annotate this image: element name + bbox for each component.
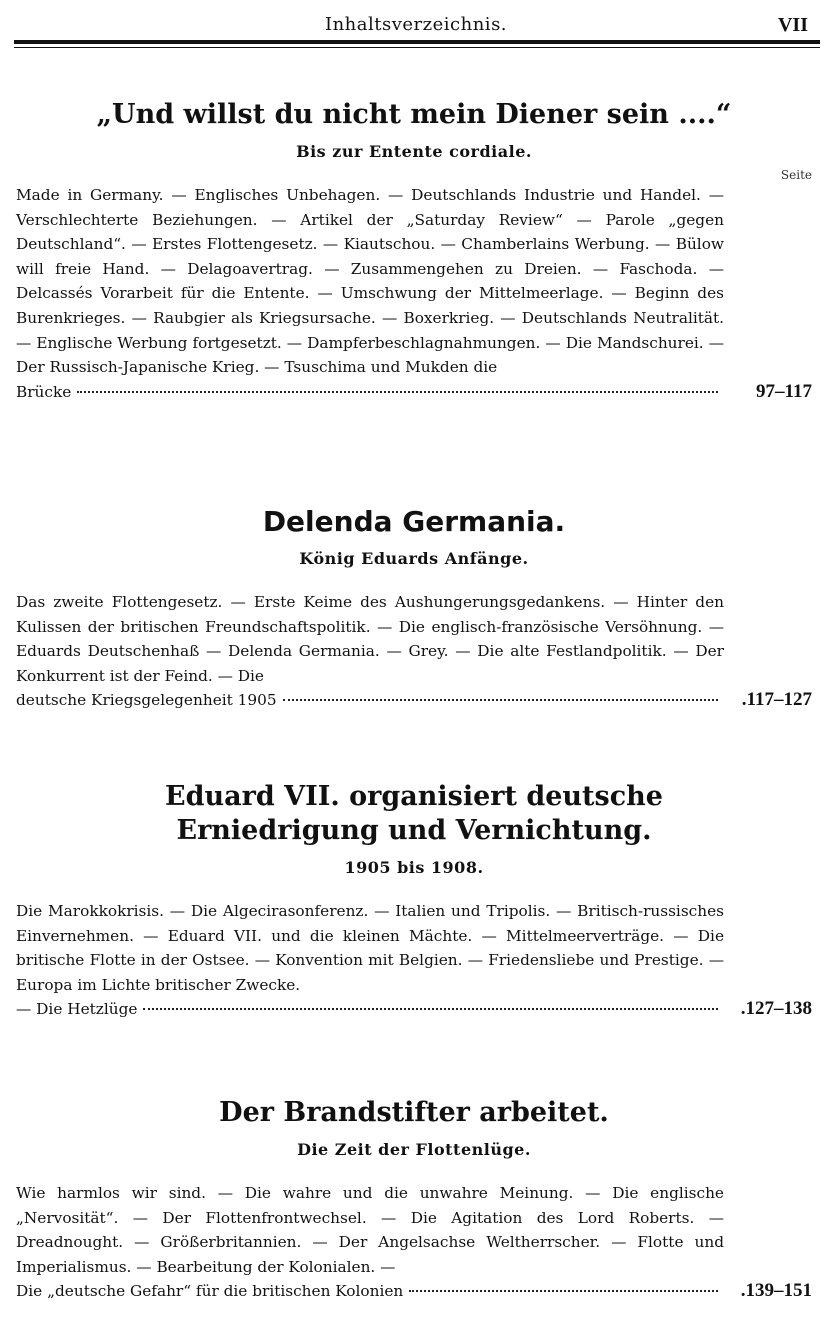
page-range: .117–127 — [741, 689, 812, 711]
section-last-line: Die „deutsche Gefahr“ für die britischen Kolonien — [16, 1282, 404, 1301]
section-subtitle: 1905 bis 1908. — [344, 858, 484, 877]
dot-leader — [409, 1290, 718, 1292]
section-title: Delenda Germania. — [262, 505, 566, 538]
toc-section-1 — [16, 98, 812, 404]
dot-leader — [143, 1008, 718, 1010]
page-range: .139–151 — [740, 1280, 812, 1302]
section-subtitle: König Eduards Anfänge. — [299, 549, 529, 568]
section-text: Wie harmlos wir sind. — Die wahre und die unwahre Meinung. — Die englische „Nervosität“. — Der Flottenfrontwechsel. — Die Agitation des Lord Roberts. — Dreadnought. — Größerbritannien. — Der Angelsachse Weltherrscher. — Flotte und Imperialismus. — Bearbeitung der Kolonialen. — — [16, 1184, 724, 1276]
section-title: „Und willst du nicht mein Diener sein ....“ — [96, 99, 732, 130]
section-last-line: — Die Hetzlüge — [16, 1000, 138, 1019]
toc-section-4 — [16, 1096, 812, 1304]
section-body — [16, 590, 812, 713]
section-body — [16, 899, 812, 1022]
section-title: Der Brandstifter arbeitet. — [219, 1097, 609, 1128]
toc-section-2 — [16, 505, 812, 713]
seite-label: Seite — [780, 168, 812, 182]
toc-section-3 — [16, 780, 812, 1022]
section-text: Made in Germany. — Englisches Unbehagen. — Deutschlands Industrie und Handel. — Verschlechterte Beziehungen. — Artikel der „Saturday Review“ — Parole „gegen Deutschland“. — Erstes Flottengesetz. — Kiautschou. — Chamberlains Werbung. — Bülow will freie Hand. — Delagoavertrag. — Zusammengehen zu Dreien. — Faschoda. — Delcassés Vorarbeit für die Entente. — Umschwung der Mittelmeerlage. — Beginn des Burenkrieges. — Raubgier als Kriegsursache. — Boxerkrieg. — Deutschlands Neutralität. — Englische Werbung fortgesetzt. — Dampferbeschlagnahmungen. — Die Mandschurei. — Der Russisch-Japanische Krieg. — Tsuschima und Mukden die — [16, 186, 724, 377]
page-number: VII — [777, 14, 808, 36]
dot-leader — [283, 699, 718, 701]
section-subtitle: Die Zeit der Flottenlüge. — [297, 1140, 531, 1159]
running-head — [16, 14, 816, 38]
page-range: 97–117 — [756, 380, 812, 402]
section-body — [16, 1181, 812, 1304]
section-last-line: deutsche Kriegsgelegenheit 1905 — [16, 691, 277, 710]
leader-line — [16, 1279, 724, 1304]
header-rule-thick — [14, 40, 820, 44]
header-rule-thin — [14, 47, 820, 48]
section-body — [16, 183, 812, 404]
page-range: .127–138 — [740, 998, 812, 1020]
dot-leader — [77, 391, 718, 393]
section-text: Die Marokkokrisis. — Die Algecirasonferenz. — Italien und Tripolis. — Britisch-russisches Einvernehmen. — Eduard VII. und die kleinen Mächte. — Mittelmeerverträge. — Die britische Flotte in der Ostsee. — Konvention mit Belgien. — Friedensliebe und Prestige. — Europa im Lichte britischer Zwecke. — [16, 902, 724, 994]
leader-line — [16, 380, 724, 405]
section-last-line: Brücke — [16, 382, 72, 401]
section-subtitle: Bis zur Entente cordiale. — [296, 142, 532, 161]
leader-line — [16, 997, 724, 1022]
running-head-title: Inhaltsverzeichnis. — [324, 14, 508, 35]
leader-line — [16, 688, 724, 713]
section-text: Das zweite Flottengesetz. — Erste Keime des Aushungerungsgedankens. — Hinter den Kulissen der britischen Freundschaftspolitik. — Die englisch-französische Versöhnung. — Eduards Deutschenhaß — Delenda Germania. — Grey. — Die alte Festlandpolitik. — Der Konkurrent ist der Feind. — Die — [16, 593, 724, 685]
section-title: Eduard VII. organisiert deutsche Erniedrigung und Vernichtung. — [165, 781, 663, 846]
